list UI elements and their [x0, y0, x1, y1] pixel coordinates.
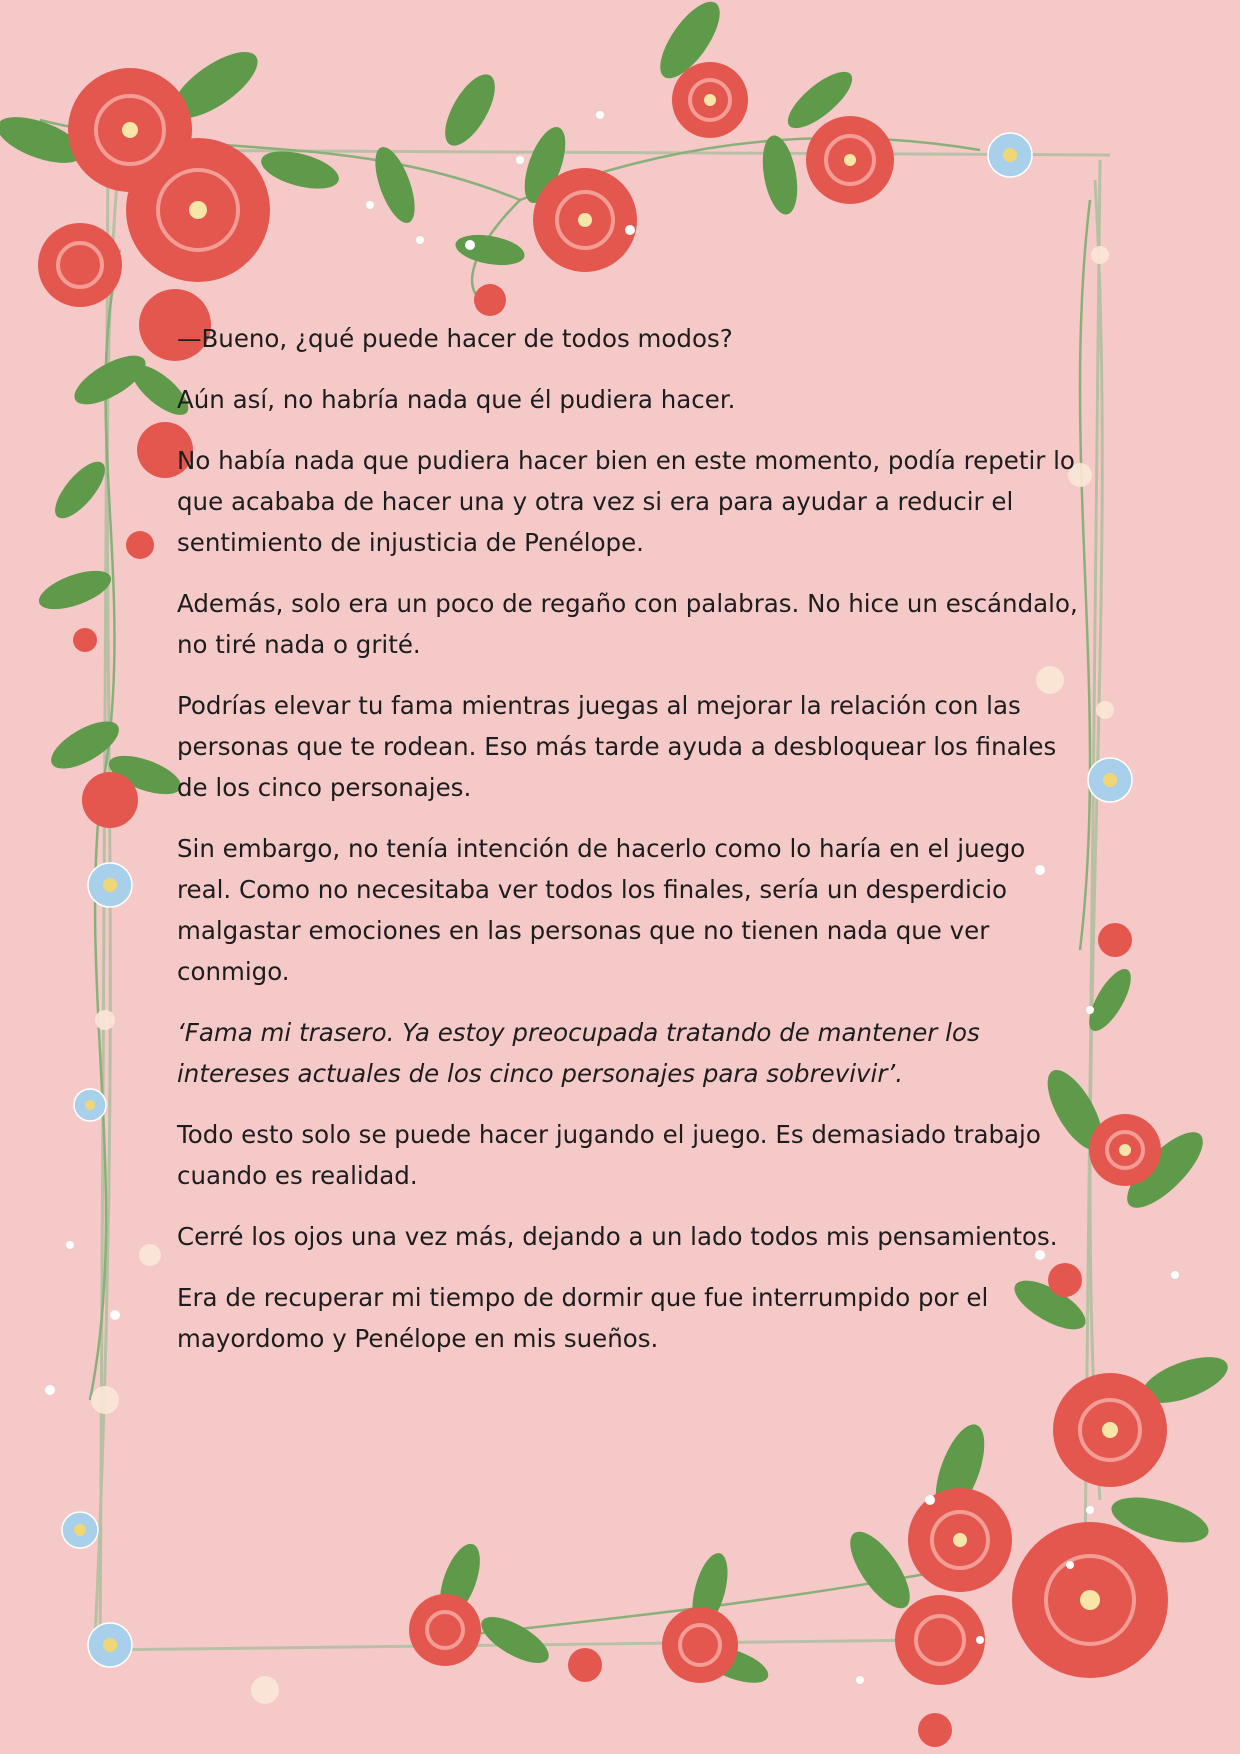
paragraph-7-italic-thought: ‘Fama mi trasero. Ya estoy preocupada tratando de mantener los intereses actuales de los cinco personajes para sobrevivir’.	[177, 1018, 980, 1088]
paragraph-6: Sin embargo, no tenía intención de hacerlo como lo haría en el juego real. Como no necesitaba ver todos los finales, sería un desperdicio malgastar emociones en las personas que no tienen nada que ver conmigo.	[177, 834, 1026, 986]
paragraph-8: Todo esto solo se puede hacer jugando el juego. Es demasiado trabajo cuando es realidad.	[177, 1120, 1041, 1190]
paragraph-5: Podrías elevar tu fama mientras juegas al mejorar la relación con las personas que te rodean. Eso más tarde ayuda a desbloquear los finales de los cinco personajes.	[177, 691, 1057, 802]
story-text	[177, 318, 1082, 1379]
paragraph-2: Aún así, no habría nada que él pudiera hacer.	[177, 385, 736, 414]
paragraph-3: No había nada que pudiera hacer bien en este momento, podía repetir lo que acababa de hacer una y otra vez si era para ayudar a reducir el sentimiento de injusticia de Penélope.	[177, 446, 1075, 557]
paragraph-10: Era de recuperar mi tiempo de dormir que fue interrumpido por el mayordomo y Penélope en mis sueños.	[177, 1283, 989, 1353]
paragraph-1: —Bueno, ¿qué puede hacer de todos modos?	[177, 324, 733, 353]
paragraph-9: Cerré los ojos una vez más, dejando a un lado todos mis pensamientos.	[177, 1222, 1058, 1251]
paragraph-4: Además, solo era un poco de regaño con palabras. No hice un escándalo, no tiré nada o grité.	[177, 589, 1078, 659]
